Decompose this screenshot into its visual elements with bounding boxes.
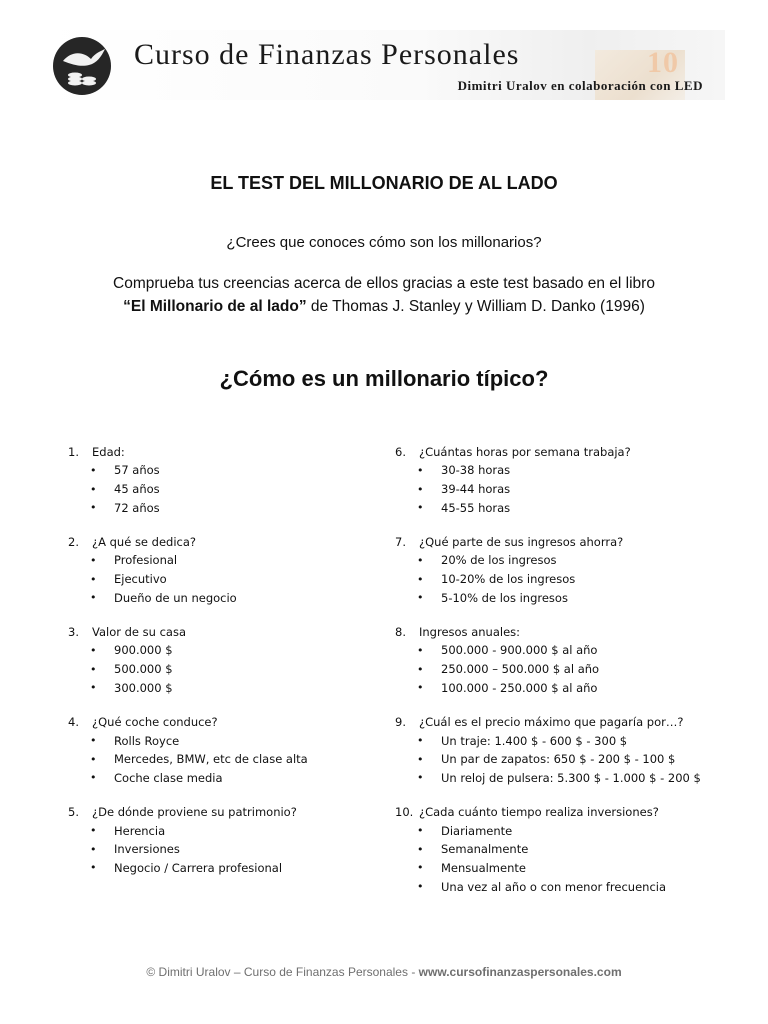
answer-options [395, 461, 725, 517]
bullet-icon: • [90, 572, 97, 586]
bullet-icon: • [90, 681, 97, 695]
bullet-icon: • [90, 842, 97, 856]
answer-option [68, 840, 368, 859]
answer-option [395, 641, 725, 660]
bullet-icon: • [417, 572, 424, 586]
answer-option-text: Una vez al año o con menor frecuencia [441, 879, 667, 894]
answer-option-text: 100.000 - 250.000 $ al año [441, 680, 598, 695]
book-title: “El Millonario de al lado” [123, 298, 307, 315]
header-banner [42, 30, 725, 100]
answer-option-text: 500.000 - 900.000 $ al año [441, 643, 598, 658]
question-heading [68, 802, 368, 821]
logo-icon [53, 37, 111, 95]
answer-option [395, 821, 725, 840]
answer-option-text: 10-20% de los ingresos [441, 572, 576, 587]
question-number: 9. [395, 714, 406, 729]
answer-option [395, 679, 725, 698]
bullet-icon: • [90, 734, 97, 748]
question-text: ¿Qué coche conduce? [92, 714, 218, 729]
answer-option [395, 588, 725, 607]
answer-option [68, 551, 368, 570]
bullet-icon: • [90, 501, 97, 515]
question-item [68, 802, 368, 877]
question-text: Edad: [92, 444, 125, 459]
answer-options [68, 821, 368, 877]
bullet-icon: • [417, 734, 424, 748]
bullet-icon: • [417, 482, 424, 496]
answer-option [395, 551, 725, 570]
answer-option [68, 498, 368, 517]
answer-option [68, 679, 368, 698]
question-item [395, 622, 725, 697]
answer-option [68, 821, 368, 840]
question-number: 2. [68, 534, 79, 549]
answer-option [395, 498, 725, 517]
answer-option [68, 588, 368, 607]
answer-option [395, 840, 725, 859]
bullet-icon: • [417, 553, 424, 567]
bullet-icon: • [417, 591, 424, 605]
question-item [68, 442, 368, 517]
footer-copyright: © Dimitri Uralov – Curso de Finanzas Personales - [146, 965, 419, 979]
answer-option-text: 30-38 horas [441, 463, 511, 478]
question-item [395, 442, 725, 517]
answer-option [68, 750, 368, 769]
question-heading [395, 802, 725, 821]
answer-option [395, 480, 725, 499]
answer-option-text: 20% de los ingresos [441, 553, 557, 568]
question-heading [68, 442, 368, 461]
description-line2: de Thomas J. Stanley y William D. Danko (1996) [306, 298, 645, 315]
question-item [68, 712, 368, 787]
section-title: ¿Cómo es un millonario típico? [219, 366, 549, 391]
answer-option-text: 500.000 $ [114, 662, 173, 677]
footer-link[interactable]: www.cursofinanzaspersonales.com [418, 965, 622, 979]
answer-options [68, 641, 368, 697]
bullet-icon: • [417, 880, 424, 894]
question-item [68, 622, 368, 697]
description-line1: Comprueba tus creencias acerca de ellos gracias a este test basado en el libro [113, 275, 655, 292]
answer-option-text: 900.000 $ [114, 643, 173, 658]
question-heading [68, 622, 368, 641]
bullet-icon: • [417, 752, 424, 766]
bullet-icon: • [90, 662, 97, 676]
answer-option [395, 461, 725, 480]
answer-option-text: 45-55 horas [441, 500, 511, 515]
answer-option-text: Coche clase media [114, 770, 223, 785]
question-item [395, 712, 725, 787]
bullet-icon: • [417, 842, 424, 856]
answer-option [395, 769, 725, 788]
question-text: ¿Cuántas horas por semana trabaja? [419, 444, 631, 459]
question-number: 8. [395, 624, 406, 639]
question-number: 6. [395, 444, 406, 459]
question-item [68, 532, 368, 607]
answer-option-text: Un reloj de pulsera: 5.300 $ - 1.000 $ - 200 $ [441, 770, 701, 785]
answer-option [395, 750, 725, 769]
question-number: 1. [68, 444, 79, 459]
answer-option-text: 45 años [114, 482, 160, 497]
question-item [395, 802, 725, 896]
bullet-icon: • [417, 861, 424, 875]
answer-option [68, 769, 368, 788]
question-heading [395, 622, 725, 641]
question-text: ¿A qué se dedica? [92, 534, 197, 549]
answer-option-text: 39-44 horas [441, 482, 511, 497]
answer-option-text: Un par de zapatos: 650 $ - 200 $ - 100 $ [441, 752, 676, 767]
question-heading [68, 532, 368, 551]
answer-option [68, 660, 368, 679]
bullet-icon: • [90, 591, 97, 605]
answer-options [68, 551, 368, 607]
question-heading [395, 442, 725, 461]
answer-option [68, 641, 368, 660]
bullet-icon: • [417, 463, 424, 477]
question-text: ¿De dónde proviene su patrimonio? [92, 804, 297, 819]
answer-option-text: Inversiones [114, 842, 180, 857]
question-number: 5. [68, 804, 79, 819]
answer-option [395, 859, 725, 878]
bullet-icon: • [90, 482, 97, 496]
answer-option-text: Rolls Royce [114, 733, 180, 748]
bullet-icon: • [90, 824, 97, 838]
answer-options [395, 821, 725, 896]
answer-option-text: Dueño de un negocio [114, 590, 237, 605]
answer-options [68, 731, 368, 787]
question-text: Ingresos anuales: [419, 624, 521, 639]
brand-subtitle: Dimitri Uralov en colaboración con LED [457, 78, 703, 93]
answer-options [68, 461, 368, 517]
answer-option [395, 731, 725, 750]
answer-option-text: Mercedes, BMW, etc de clase alta [114, 752, 308, 767]
bullet-icon: • [90, 771, 97, 785]
answer-option [68, 570, 368, 589]
question-number: 10. [395, 804, 414, 819]
question-text: ¿Cada cuánto tiempo realiza inversiones? [419, 804, 659, 819]
bullet-icon: • [90, 463, 97, 477]
answer-option [395, 660, 725, 679]
answer-option-text: 300.000 $ [114, 680, 173, 695]
answer-option-text: Semanalmente [441, 842, 529, 857]
answer-option-text: Diariamente [441, 823, 513, 838]
question-number: 4. [68, 714, 79, 729]
answer-option-text: 57 años [114, 463, 160, 478]
footer [0, 965, 768, 979]
question-text: ¿Qué parte de sus ingresos ahorra? [419, 534, 624, 549]
bullet-icon: • [90, 752, 97, 766]
question-text: Valor de su casa [92, 624, 187, 639]
answer-option-text: Profesional [114, 553, 178, 568]
page-title: EL TEST DEL MILLONARIO DE AL LADO [210, 173, 558, 193]
answer-option-text: Mensualmente [441, 860, 526, 875]
answer-option-text: Un traje: 1.400 $ - 600 $ - 300 $ [441, 733, 628, 748]
question-heading [395, 532, 725, 551]
answer-option-text: Herencia [114, 823, 166, 838]
answer-option-text: 72 años [114, 500, 160, 515]
bullet-icon: • [90, 643, 97, 657]
answer-options [395, 641, 725, 697]
intro-question: ¿Crees que conoces cómo son los millonarios? [226, 234, 542, 251]
bullet-icon: • [90, 553, 97, 567]
answer-option [68, 859, 368, 878]
description [0, 272, 768, 318]
answer-options [395, 551, 725, 607]
banknote-number: 10 [647, 46, 679, 79]
bullet-icon: • [417, 501, 424, 515]
question-heading [395, 712, 725, 731]
bullet-icon: • [417, 643, 424, 657]
question-number: 3. [68, 624, 79, 639]
bullet-icon: • [417, 824, 424, 838]
answer-option-text: Negocio / Carrera profesional [114, 860, 283, 875]
bullet-icon: • [417, 771, 424, 785]
brand-title: Curso de Finanzas Personales [134, 38, 520, 71]
bullet-icon: • [90, 861, 97, 875]
question-text: ¿Cuál es el precio máximo que pagaría por…? [419, 714, 684, 729]
answer-options [395, 731, 725, 787]
answer-option [395, 570, 725, 589]
answer-option [68, 461, 368, 480]
bullet-icon: • [417, 662, 424, 676]
question-heading [68, 712, 368, 731]
question-item [395, 532, 725, 607]
questions-right-column [395, 442, 725, 911]
bullet-icon: • [417, 681, 424, 695]
answer-option-text: Ejecutivo [114, 572, 167, 587]
answer-option [68, 480, 368, 499]
answer-option-text: 250.000 – 500.000 $ al año [441, 662, 600, 677]
questions-left-column [68, 442, 368, 892]
answer-option [395, 877, 725, 896]
answer-option [68, 731, 368, 750]
answer-option-text: 5-10% de los ingresos [441, 590, 568, 605]
question-number: 7. [395, 534, 406, 549]
